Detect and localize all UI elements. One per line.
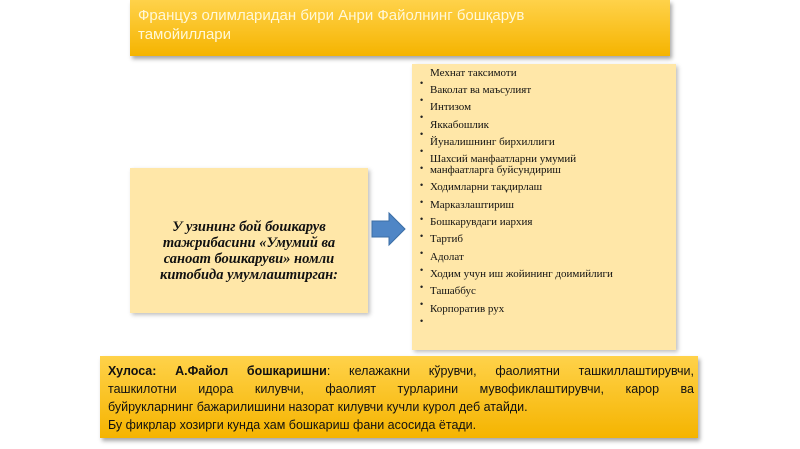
bullet-icon: • bbox=[420, 197, 424, 207]
bullet-icon: • bbox=[420, 78, 424, 88]
intro-box bbox=[130, 168, 368, 313]
slide-title-line-2: тамойиллари bbox=[138, 26, 232, 43]
list-item: Марказлаштириш bbox=[430, 199, 514, 211]
bullet-icon: • bbox=[420, 265, 424, 275]
list-item: Йуналишнинг бирхиллиги bbox=[430, 136, 555, 148]
intro-line-2: тажрибасини «Умумий ва bbox=[162, 234, 336, 251]
list-item: Ходим учун иш жойининг доимийлиги bbox=[430, 268, 613, 280]
intro-line-4: китобида умумлаштирган: bbox=[160, 266, 338, 283]
principles-list bbox=[412, 64, 676, 350]
list-item: Яккабошлик bbox=[430, 119, 490, 131]
conclusion-line-3: буйрукларнинг бажарилишини назорат килувчи кучли курол деб атайди. bbox=[108, 400, 528, 414]
bullet-icon: • bbox=[420, 282, 424, 292]
bullet-icon: • bbox=[420, 163, 424, 173]
list-item: Бошкарувдаги иархия bbox=[430, 216, 533, 228]
list-item: Мехнат таксимоти bbox=[430, 67, 517, 79]
right-arrow-icon bbox=[371, 211, 407, 247]
bullet-icon: • bbox=[420, 180, 424, 190]
list-item: Адолат bbox=[430, 251, 464, 263]
intro-line-1: У узининг бой бошкарув bbox=[172, 218, 326, 235]
list-item: Шахсий манфаатларни умумий bbox=[430, 153, 577, 165]
title-banner bbox=[130, 0, 670, 56]
bullet-icon: • bbox=[420, 146, 424, 156]
list-item: Корпоратив рух bbox=[430, 303, 505, 315]
bullet-icon: • bbox=[420, 248, 424, 258]
slide-title-line-1: Француз олимларидан бири Анри Файолнинг бошқарув bbox=[138, 7, 525, 24]
bullet-icon: • bbox=[420, 316, 424, 326]
list-item: Тартиб bbox=[430, 233, 463, 245]
list-item: Ташаббус bbox=[430, 285, 476, 297]
conclusion-line-1 bbox=[108, 362, 694, 380]
list-item: Интизом bbox=[430, 101, 472, 113]
conclusion-line-2: ташкилотни идора килувчи, фаолият турларини мувофиклаштирувчи, карор ва bbox=[108, 382, 694, 396]
conclusion-box bbox=[100, 356, 698, 438]
intro-line-3: саноат бошкаруви» номли bbox=[163, 250, 335, 267]
bullet-icon: • bbox=[420, 112, 424, 122]
bullet-icon: • bbox=[420, 214, 424, 224]
list-item: Ходимларни тақдирлаш bbox=[430, 181, 543, 193]
bullet-icon: • bbox=[420, 299, 424, 309]
bullet-icon: • bbox=[420, 129, 424, 139]
conclusion-label: Хулоса: А.Файол бошкаришни bbox=[108, 364, 327, 378]
list-item: Ваколат ва маъсулият bbox=[430, 84, 532, 96]
bullet-icon: • bbox=[420, 231, 424, 241]
conclusion-line-4: Бу фикрлар хозирги кунда хам бошкариш фани асосида ётади. bbox=[108, 418, 477, 432]
slide-title bbox=[138, 6, 658, 44]
intro-text bbox=[144, 219, 354, 283]
bullet-icon: • bbox=[420, 95, 424, 105]
conclusion-line-1-text: : келажакни кўрувчи, фаолиятни ташкиллаштирувчи, bbox=[326, 364, 694, 378]
list-item: манфаатларга буйсундириш bbox=[430, 164, 561, 176]
